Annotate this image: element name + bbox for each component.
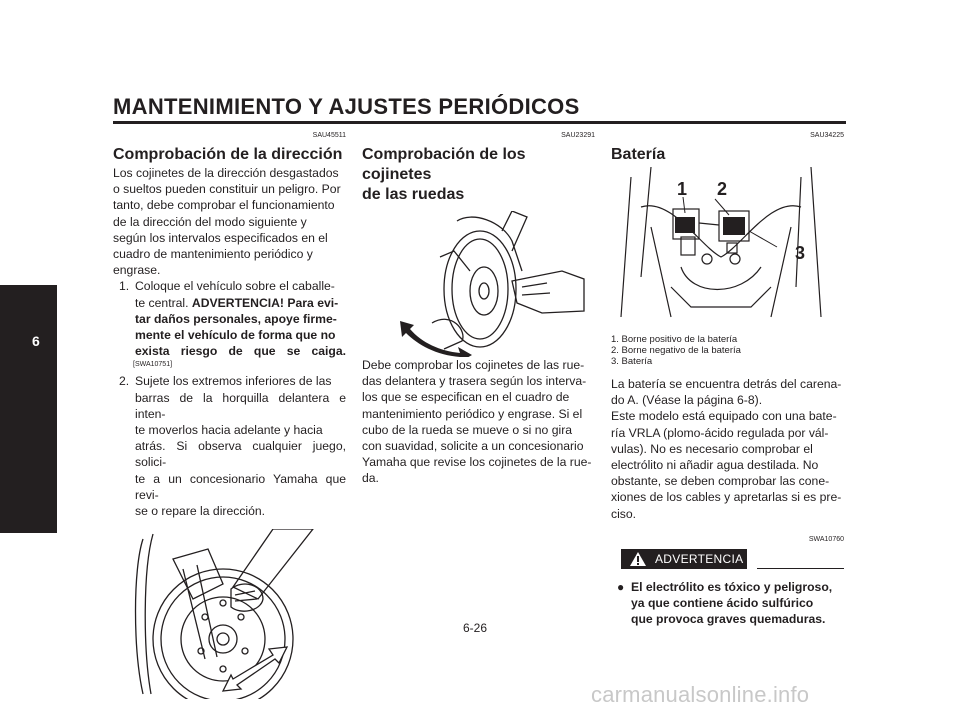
wheel-bearing-illustration [362,211,595,357]
warning-code: SWA10760 [808,535,844,543]
text-line: electrólito ni añadir agua destilada. No [611,458,819,473]
caption-line: 1. Borne positivo de la batería [611,334,738,345]
text-line: das delantera y trasera según los interva- [362,374,587,389]
warning-text: tar daños personales, apoye firme- [135,311,337,326]
warning-text: exista riesgo de que se caiga. [135,344,346,359]
wheel-illustration-icon [362,211,595,357]
step-number: 1. [119,279,130,294]
warning-header [611,549,844,573]
intro-paragraph [113,165,346,278]
text-line: Debe comprobar los cojinetes de las rue- [362,358,585,372]
text-line-plain: te central. [135,295,192,310]
section-code: SAU23291 [561,132,595,139]
text-line: engrase. [113,263,161,278]
warning-rule [757,568,844,570]
chapter-tab-number: 6 [32,333,40,349]
warning-label: ADVERTENCIA [655,551,744,566]
page-number: 6-26 [463,621,488,635]
callout-2: 2 [717,179,728,199]
fork-check-illustration [113,529,346,704]
header-rule [113,121,846,124]
text-line: Los cojinetes de la dirección desgastados [113,166,339,180]
text-line: cuadro de mantenimiento periódico y [113,247,313,262]
text-line: Yamaha que revise los cojinetes de la rue- [362,455,592,470]
section-steering-check [113,130,346,704]
text-line: te moverlos hacia adelante y hacia [135,423,323,438]
warning-triangle-icon [629,551,647,567]
chapter-tab [0,285,57,533]
text-line: do A. (Véase la página 6-8). [611,393,763,408]
warning-badge [621,549,747,569]
text-line: El electrólito es tóxico y peligroso, [631,579,833,594]
battery-illustration-icon [611,167,844,325]
text-line: con suavidad, solicite a un concesionario [362,439,584,454]
callout-3: 3 [795,243,806,263]
warning-text: mente el vehículo de forma que no [135,328,336,343]
section-title: Comprobación de la dirección [113,146,343,163]
text-line: ciso. [611,506,637,521]
text-line: tanto, debe comprobar el funcionamiento [113,198,335,213]
step-2 [119,373,346,519]
section-title-line: Comprobación de los cojinetes [362,146,526,183]
section-code: SAU45511 [312,132,346,139]
section-battery [611,130,844,627]
fork-illustration-icon [113,529,346,699]
text-line: ría VRLA (plomo-ácido regulada por vál- [611,425,829,440]
page-title: MANTENIMIENTO Y AJUSTES PERIÓDICOS [113,94,580,119]
text-line: xiones de los cables y apretarlas si es pre- [611,490,842,505]
text-line: Este modelo está equipado con una bate- [611,409,837,424]
text-line: mantenimiento periódico y engrase. Si el [362,406,583,421]
text-line: los que se especifican en el cuadro de [362,390,570,405]
text-line: cubo de la rueda se mueve o si no gira [362,422,573,437]
text-line: que provoca graves quemaduras. [631,612,826,627]
text-line: da. [362,471,379,486]
text-line: o sueltos pueden constituir un peligro. Por [113,182,341,197]
text-line: se o repare la dirección. [135,504,266,519]
section-title: Batería [611,146,666,163]
section-code: SAU34225 [810,132,844,139]
text-line [135,295,346,311]
text-line: barras de la horquilla delantera e inten- [135,390,346,421]
battery-illustration [611,167,844,325]
callout-1: 1 [677,179,688,199]
text-line: obstante, se deben comprobar las cone- [611,474,830,489]
text-line: según los intervalos especificados en el [113,230,328,245]
warning-bullet [617,579,844,628]
text-line: Sujete los extremos inferiores de las [135,374,332,389]
text-line: Coloque el vehículo sobre el caballe- [135,279,335,294]
section-title-line: de las ruedas [362,186,465,203]
body-paragraph [611,376,844,522]
warning-code: [SWA10751] [133,361,173,369]
bullet-dot-icon: ● [617,579,625,594]
caption-line: 3. Batería [611,356,653,367]
caption-line: 2. Borne negativo de la batería [611,345,741,356]
warning-text: ADVERTENCIA! Para evi- [191,295,339,310]
text-line: vulas). No es necesario comprobar el [611,441,813,456]
text-line: de la dirección del modo siguiente y [113,214,307,229]
text-line: La batería se encuentra detrás del carena- [611,377,842,391]
text-line: atrás. Si observa cualquier juego, solici- [135,439,346,470]
text-line: te a un concesionario Yamaha que revi- [135,471,346,502]
section-wheel-bearings [362,130,595,487]
step-1 [119,278,346,359]
text-line: ya que contiene ácido sulfúrico [631,596,814,611]
watermark: carmanualsonline.info [591,682,810,707]
step-number: 2. [119,374,130,389]
body-paragraph [362,357,595,487]
figure-captions [611,334,844,367]
section-title [362,145,595,205]
